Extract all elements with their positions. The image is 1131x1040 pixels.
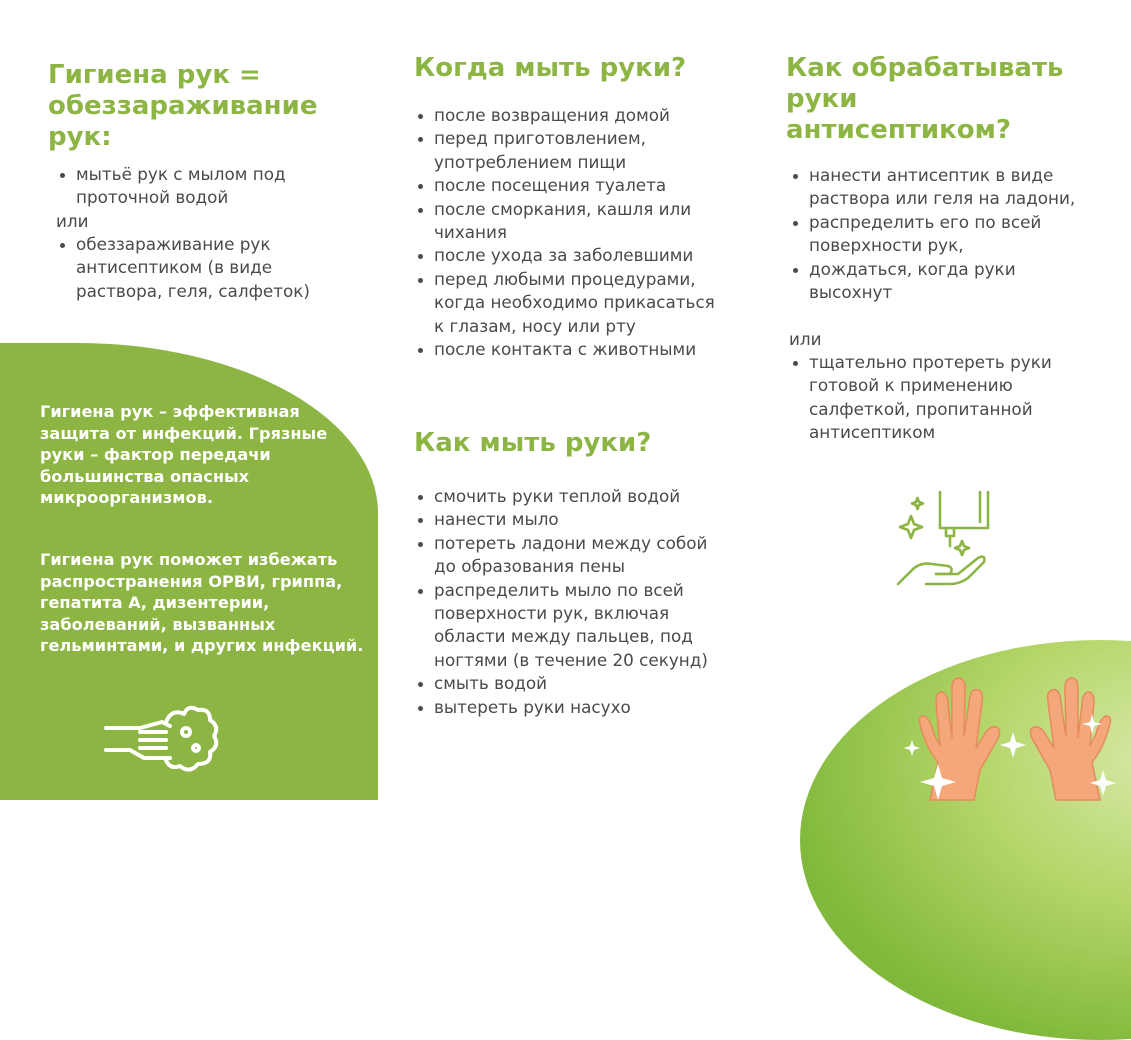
when-wash-heading: Когда мыть руки? bbox=[414, 53, 687, 83]
antiseptic-list-1 bbox=[789, 164, 1079, 304]
list-item: нанести антисептик в виде раствора или геля на ладони, bbox=[789, 164, 1079, 211]
hygiene-list-2 bbox=[56, 233, 326, 303]
list-item: вытереть руки насухо bbox=[414, 696, 729, 719]
list-item: после возвращения домой bbox=[414, 104, 724, 127]
when-wash-list bbox=[414, 104, 724, 361]
panel-paragraph-1: Гигиена рук – эффективная защита от инфекций. Грязные руки – фактор передачи большинства опасных микроорганизмов. bbox=[40, 402, 328, 507]
list-item: распределить его по всей поверхности рук, bbox=[789, 211, 1079, 258]
list-item: после посещения туалета bbox=[414, 174, 724, 197]
hand-washing-foam-icon bbox=[100, 702, 220, 772]
list-item: смочить руки теплой водой bbox=[414, 485, 729, 508]
list-item: распределить мыло по всей поверхности рук, включая области между пальцев, под ногтями (в течение 20 секунд) bbox=[414, 579, 729, 673]
clean-hands-sparkles-icon bbox=[890, 662, 1131, 800]
antiseptic-list-2 bbox=[789, 351, 1079, 445]
hygiene-heading: Гигиена рук = обеззараживание рук: bbox=[48, 60, 318, 152]
list-item: дождаться, когда руки высохнут bbox=[789, 258, 1079, 305]
or-text-1: или bbox=[56, 211, 89, 231]
antiseptic-heading: Как обрабатывать руки антисептиком? bbox=[786, 53, 1064, 145]
list-item: после сморкания, кашля или чихания bbox=[414, 198, 724, 245]
list-item: перед любыми процедурами, когда необходимо прикасаться к глазам, носу или рту bbox=[414, 268, 724, 338]
list-item: после контакта с животными bbox=[414, 338, 724, 361]
list-item: смыть водой bbox=[414, 672, 729, 695]
panel-text-2 bbox=[40, 549, 370, 657]
list-item: тщательно протереть руки готовой к применению салфеткой, пропитанной антисептиком bbox=[789, 351, 1079, 445]
list-item: перед приготовлением, употреблением пищи bbox=[414, 127, 724, 174]
list-item: мытьё рук с мылом под проточной водой bbox=[56, 163, 326, 210]
how-wash-list bbox=[414, 485, 729, 719]
list-item: после ухода за заболевшими bbox=[414, 244, 724, 267]
list-item: обеззараживание рук антисептиком (в виде раствора, геля, салфеток) bbox=[56, 233, 326, 303]
list-item: потереть ладони между собой до образования пены bbox=[414, 532, 729, 579]
hygiene-list-1 bbox=[56, 163, 326, 210]
sanitizer-dispenser-hand-icon bbox=[896, 488, 996, 588]
panel-text-1 bbox=[40, 401, 370, 509]
how-wash-heading: Как мыть руки? bbox=[414, 428, 652, 458]
panel-paragraph-2: Гигиена рук поможет избежать распространения ОРВИ, гриппа, гепатита А, дизентерии, заболеваний, вызванных гельминтами, и других инфекций. bbox=[40, 550, 364, 655]
or-text-2: или bbox=[789, 329, 822, 349]
list-item: нанести мыло bbox=[414, 508, 729, 531]
